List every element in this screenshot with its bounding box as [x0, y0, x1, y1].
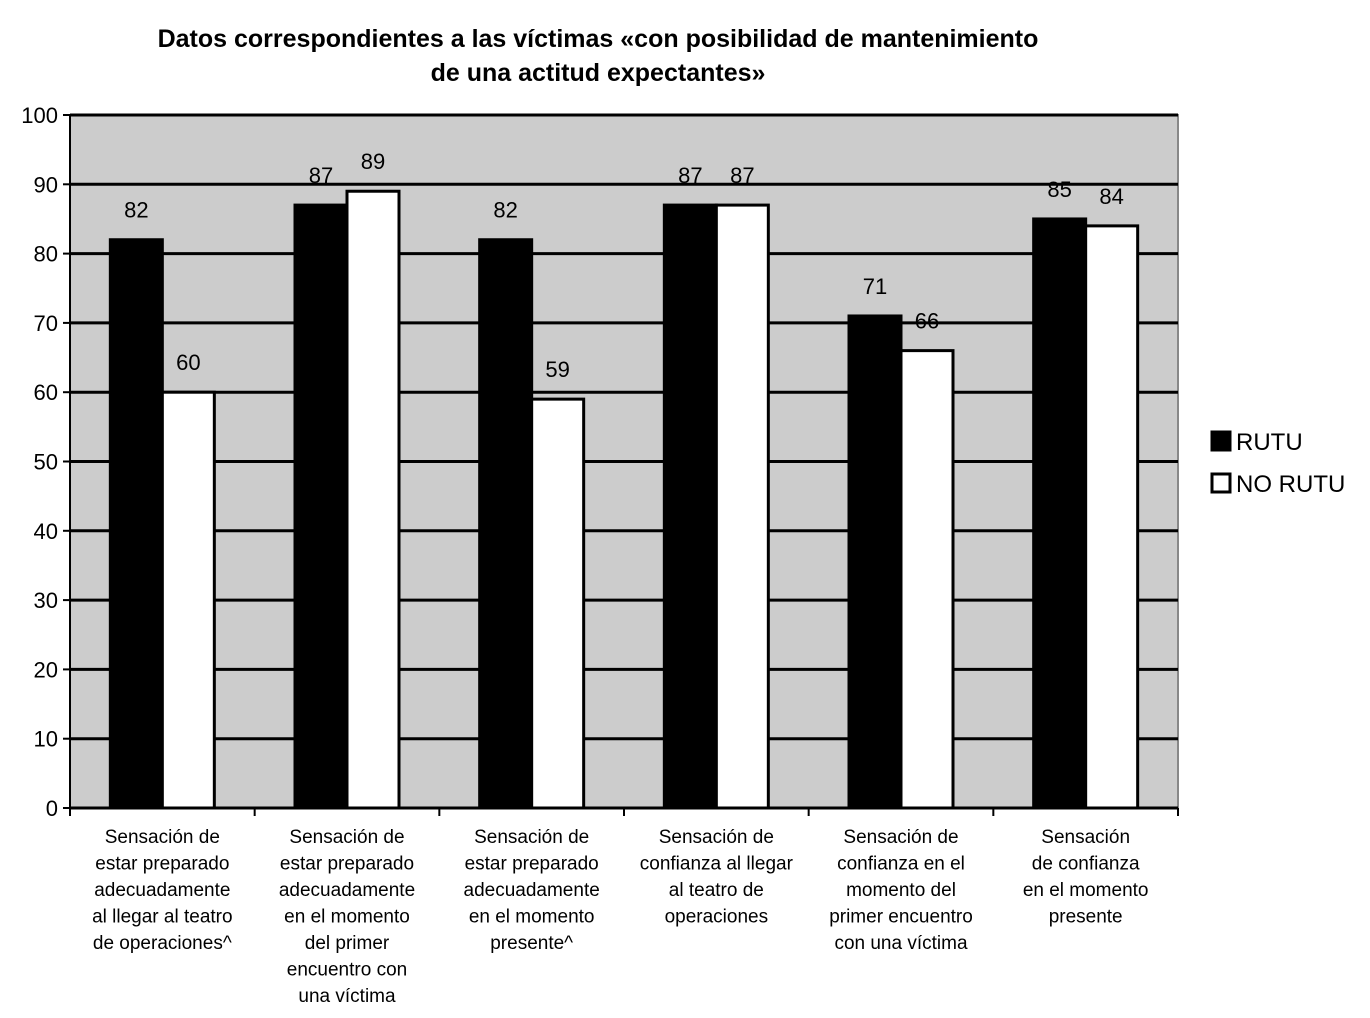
x-category-label-line: presente^: [490, 933, 574, 954]
x-category-label-line: en el momento: [284, 906, 410, 928]
y-axis-ticks: [21, 103, 70, 821]
y-tick-label: 80: [33, 241, 58, 267]
bar-no-rutu: [532, 399, 584, 808]
x-category-label-line: estar preparado: [464, 853, 599, 875]
x-category-label-line: estar preparado: [279, 853, 415, 875]
y-tick-label: 70: [33, 310, 58, 336]
data-label: 82: [124, 197, 149, 223]
x-category-label-line: Sensación de: [104, 827, 220, 848]
bar-no-rutu: [1086, 226, 1138, 808]
x-category-label-line: confianza al llegar: [639, 853, 793, 875]
bar-rutu: [110, 240, 162, 808]
data-label: 71: [862, 273, 888, 299]
data-label: 84: [1099, 183, 1124, 209]
data-label: 66: [914, 308, 940, 334]
x-category-label-line: al llegar al teatro: [92, 906, 233, 928]
x-axis-category-labels: [92, 827, 1148, 1007]
legend-swatch: [1212, 474, 1230, 492]
y-tick-label: 90: [33, 172, 58, 198]
x-category-label-line: Sensación de: [843, 827, 959, 848]
data-label: 59: [545, 357, 570, 383]
bar-rutu: [849, 316, 901, 808]
y-tick-label: 0: [45, 796, 58, 821]
x-category-label-line: adecuadamente: [278, 880, 416, 901]
legend: [1212, 429, 1345, 498]
x-category-label-line: confianza en el: [837, 853, 965, 875]
y-tick-label: 50: [33, 449, 58, 475]
x-category-label-line: operaciones: [664, 906, 769, 928]
bar-rutu: [295, 205, 347, 808]
x-category-label-line: adecuadamente: [463, 880, 600, 901]
bar-rutu: [664, 205, 716, 808]
y-tick-label: 40: [33, 518, 58, 544]
y-tick-label: 30: [33, 588, 58, 614]
x-category-label-line: del primer: [304, 933, 390, 954]
x-category-label-line: momento del: [846, 880, 956, 901]
x-category-label-line: Sensación: [1041, 827, 1131, 848]
legend-swatch: [1212, 432, 1230, 450]
x-category-label-line: presente: [1048, 906, 1123, 928]
x-category-label-line: Sensación de: [289, 827, 405, 848]
x-category-label-line: Sensación de: [474, 827, 590, 848]
bar-no-rutu: [347, 191, 399, 808]
data-label: 60: [176, 350, 201, 376]
x-category-label-line: una víctima: [298, 986, 396, 1007]
x-category-label-line: primer encuentro: [829, 906, 973, 928]
x-category-label-line: estar preparado: [95, 853, 230, 875]
y-tick-label: 10: [33, 726, 58, 752]
bar-no-rutu: [162, 392, 214, 808]
data-label: 87: [730, 163, 755, 189]
bar-no-rutu: [716, 205, 768, 808]
bar-rutu: [1034, 219, 1086, 808]
data-label: 89: [360, 149, 386, 175]
x-category-label-line: de operaciones^: [92, 933, 232, 954]
data-label: 85: [1047, 176, 1072, 202]
bar-rutu: [480, 240, 532, 808]
chart-title: [158, 25, 1039, 87]
chart-title-line: Datos correspondientes a las víctimas «con posibilidad de mantenimiento: [157, 25, 1039, 53]
bar-no-rutu: [901, 351, 953, 808]
chart-title-line: de una actitud expectantes»: [430, 59, 766, 87]
x-category-label-line: con una víctima: [834, 933, 968, 954]
x-category-label-line: encuentro con: [286, 959, 408, 981]
x-category-label-line: en el momento: [468, 906, 595, 928]
x-category-label-line: adecuadamente: [94, 880, 231, 901]
x-category-label-line: Sensación de: [658, 827, 774, 848]
x-category-label-line: en el momento: [1022, 880, 1149, 901]
data-label: 87: [308, 163, 334, 189]
data-label: 87: [678, 163, 703, 189]
y-tick-label: 20: [33, 657, 58, 683]
y-tick-label: 100: [21, 103, 58, 128]
x-category-label-line: al teatro de: [668, 880, 764, 901]
legend-label: RUTU: [1236, 429, 1303, 456]
data-label: 82: [493, 197, 518, 223]
legend-label: NO RUTU: [1236, 471, 1346, 498]
y-tick-label: 60: [33, 380, 58, 406]
x-category-label-line: de confianza: [1031, 853, 1140, 875]
